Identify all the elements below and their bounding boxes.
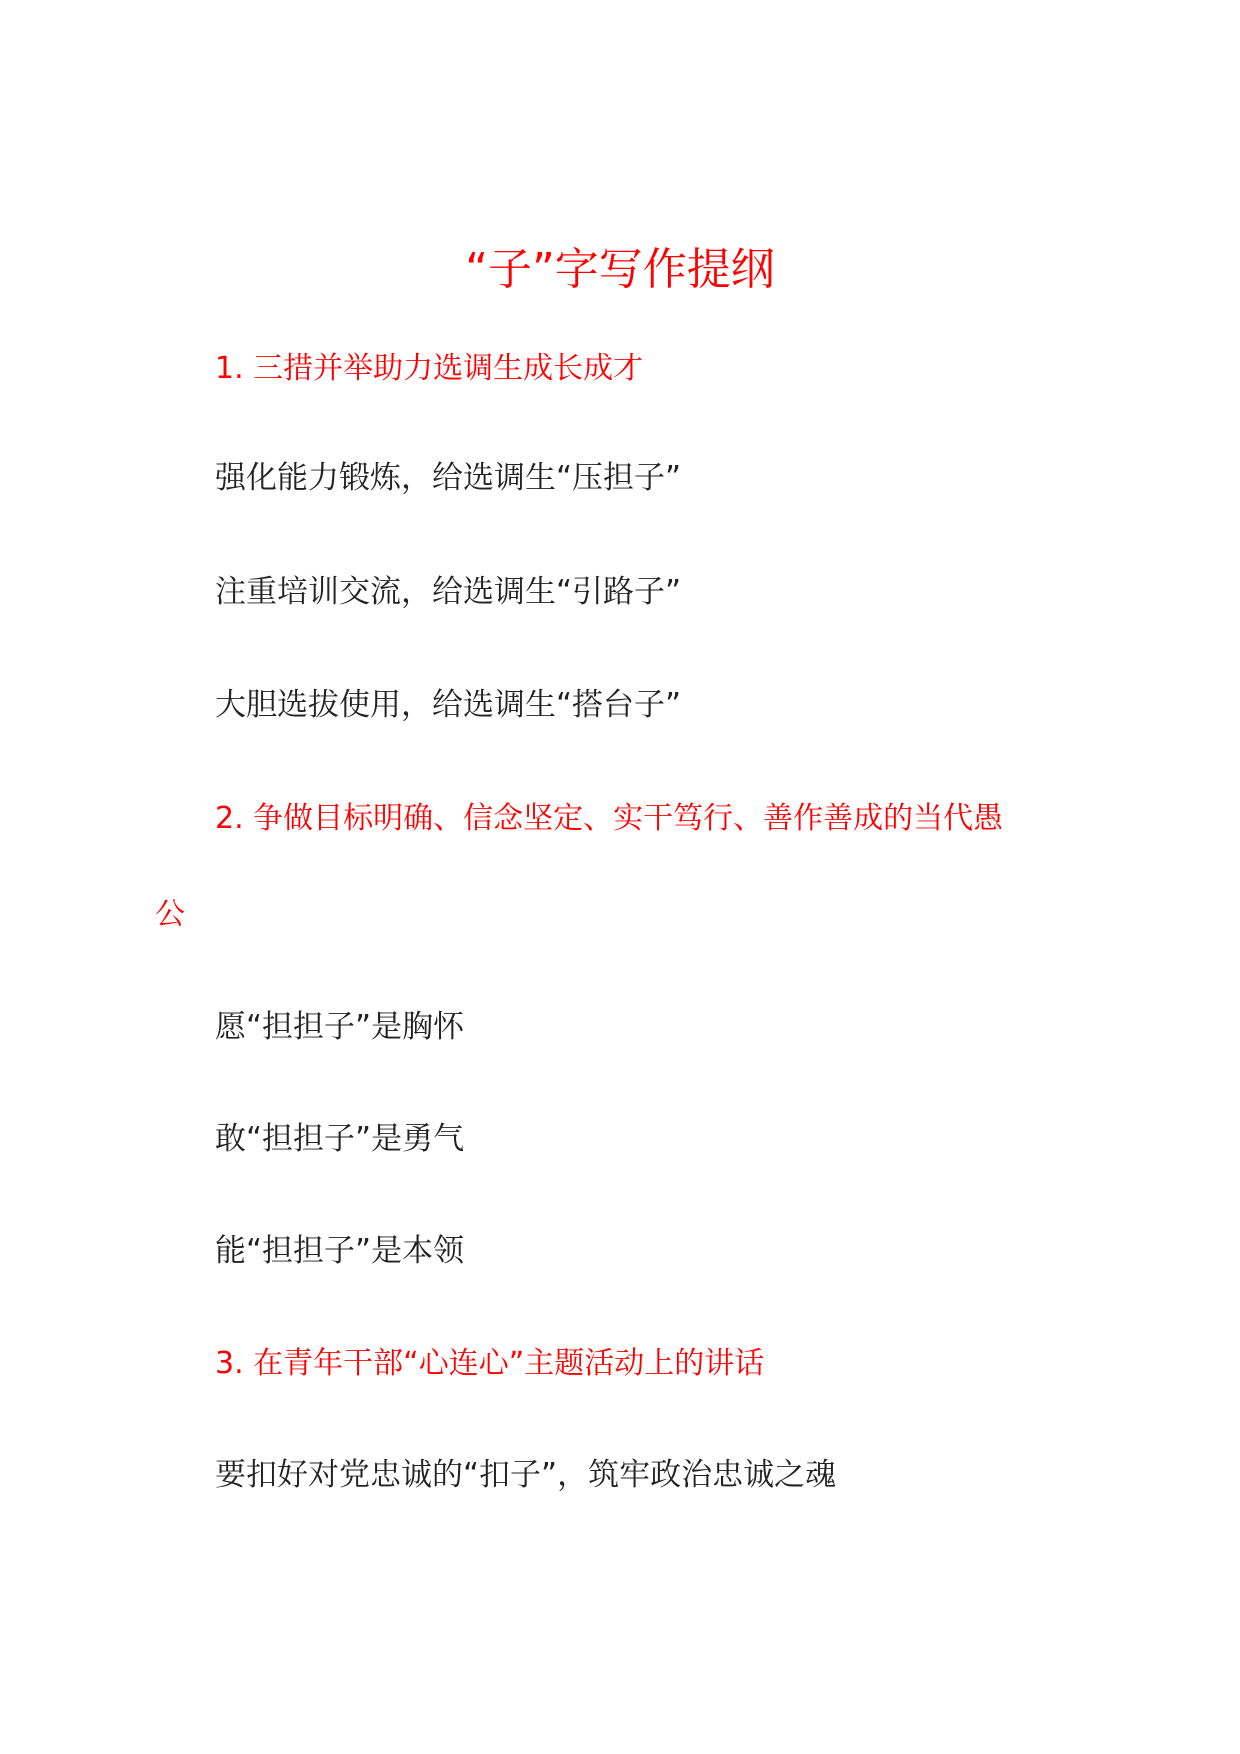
section-2-line-3: 能“担担子”是本领 bbox=[215, 1233, 465, 1269]
section-1-heading: 1. 三措并举助力选调生成长成才 bbox=[215, 351, 644, 386]
section-2-heading: 2. 争做目标明确、信念坚定、实干笃行、善作善成的当代愚 bbox=[215, 801, 1004, 836]
section-1-line-3: 大胆选拔使用，给选调生“搭台子” bbox=[215, 687, 682, 723]
section-2-heading-continuation: 公 bbox=[155, 897, 185, 932]
section-3-heading: 3. 在青年干部“心连心”主题活动上的讲话 bbox=[215, 1346, 765, 1381]
section-1-line-1: 强化能力锻炼，给选调生“压担子” bbox=[215, 460, 682, 496]
section-2-line-1: 愿“担担子”是胸怀 bbox=[215, 1009, 465, 1045]
section-2-line-2: 敢“担担子”是勇气 bbox=[215, 1121, 465, 1157]
section-3-line-1: 要扣好对党忠诚的“扣子”，筑牢政治忠诚之魂 bbox=[215, 1457, 837, 1493]
section-1-line-2: 注重培训交流，给选调生“引路子” bbox=[215, 574, 682, 610]
document-title: “子”字写作提纲 bbox=[465, 244, 775, 295]
